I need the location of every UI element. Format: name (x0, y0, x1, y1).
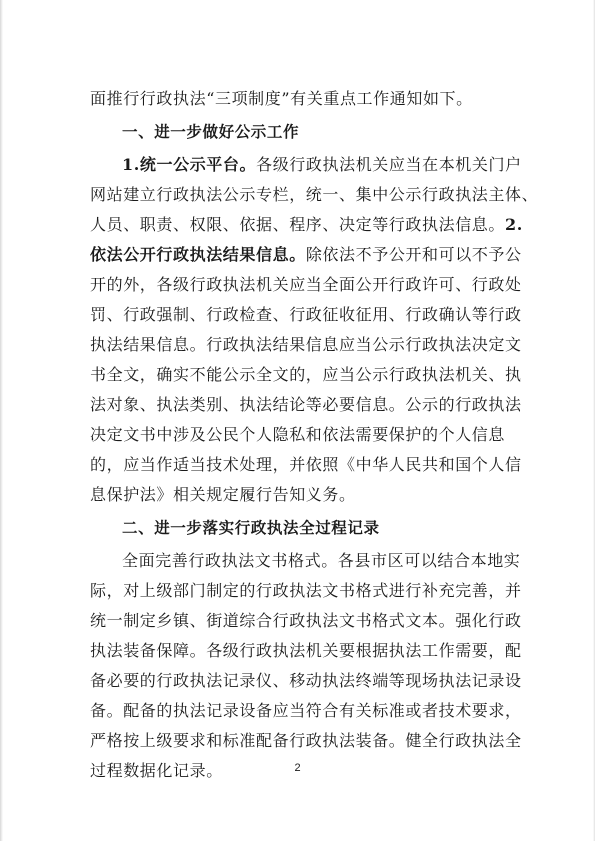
paragraph-line: 执法装备保障。各级行政执法机关要根据执法工作需要，配 (90, 641, 522, 660)
paragraph-line: 网站建立行政执法公示专栏，统一、集中公示行政执法主体、 (90, 185, 539, 204)
paragraph-line: 全面完善行政执法文书格式。各县市区可以结合本地实 (122, 551, 521, 570)
paragraph-line: 的，应当作适当技术处理，并依照《中华人民共和国个人信 (90, 455, 522, 474)
paragraph-line: 备必要的行政执法记录仪、移动执法终端等现场执法记录设 (90, 671, 522, 690)
paragraph-line: 过程数据化记录。 (90, 761, 223, 780)
body-text (90, 84, 539, 786)
line-text: 人员、职责、权限、依据、程序、决定等行政执法信息。 (90, 215, 506, 234)
section-heading-2: 二、进一步落实行政执法全过程记录 (122, 519, 380, 537)
paragraph-line (90, 240, 522, 270)
line-text: 除依法不予公开和可以不予公 (305, 245, 522, 264)
paragraph-line: 罚、行政强制、行政检查、行政征收征用、行政确认等行政 (90, 305, 522, 324)
paragraph-line: 严格按上级要求和标准配备行政执法装备。健全行政执法全 (90, 731, 522, 750)
paragraph-line: 书全文，确实不能公示全文的，应当公示行政执法机关、执 (90, 365, 522, 384)
scan-edge-left (0, 0, 3, 841)
paragraph-line: 法对象、执法类别、执法结论等必要信息。公示的行政执法 (90, 395, 522, 414)
paragraph-line: 执法结果信息。行政执法结果信息应当公示行政执法决定文 (90, 335, 522, 354)
paragraph-line: 面推行行政执法“三项制度”有关重点工作通知如下。 (90, 89, 473, 108)
paragraph-line: 开的外，各级行政执法机关应当全面公开行政许可、行政处 (90, 275, 522, 294)
paragraph-line (90, 210, 523, 240)
paragraph-line: 息保护法》相关规定履行告知义务。 (90, 485, 356, 504)
line-text: 各级行政执法机关应当在本机关门户 (256, 155, 522, 174)
paragraph-line: 备。配备的执法记录设备应当符合有关标准或者技术要求， (90, 701, 522, 720)
item-title-1: 1.统一公示平台。 (122, 155, 257, 174)
paragraph-line (90, 150, 522, 180)
item-title-2: 依法公开行政执法结果信息。 (90, 245, 306, 264)
paragraph-line: 决定文书中涉及公民个人隐私和依法需要保护的个人信息 (90, 425, 506, 444)
paragraph-line: 统一制定乡镇、街道综合行政执法文书格式文本。强化行政 (90, 611, 522, 630)
item-number-2: 2. (505, 215, 523, 234)
paragraph-line: 际，对上级部门制定的行政执法文书格式进行补充完善，并 (90, 581, 522, 600)
section-heading-1: 一、进一步做好公示工作 (122, 123, 300, 141)
page-number: 2 (294, 762, 301, 774)
